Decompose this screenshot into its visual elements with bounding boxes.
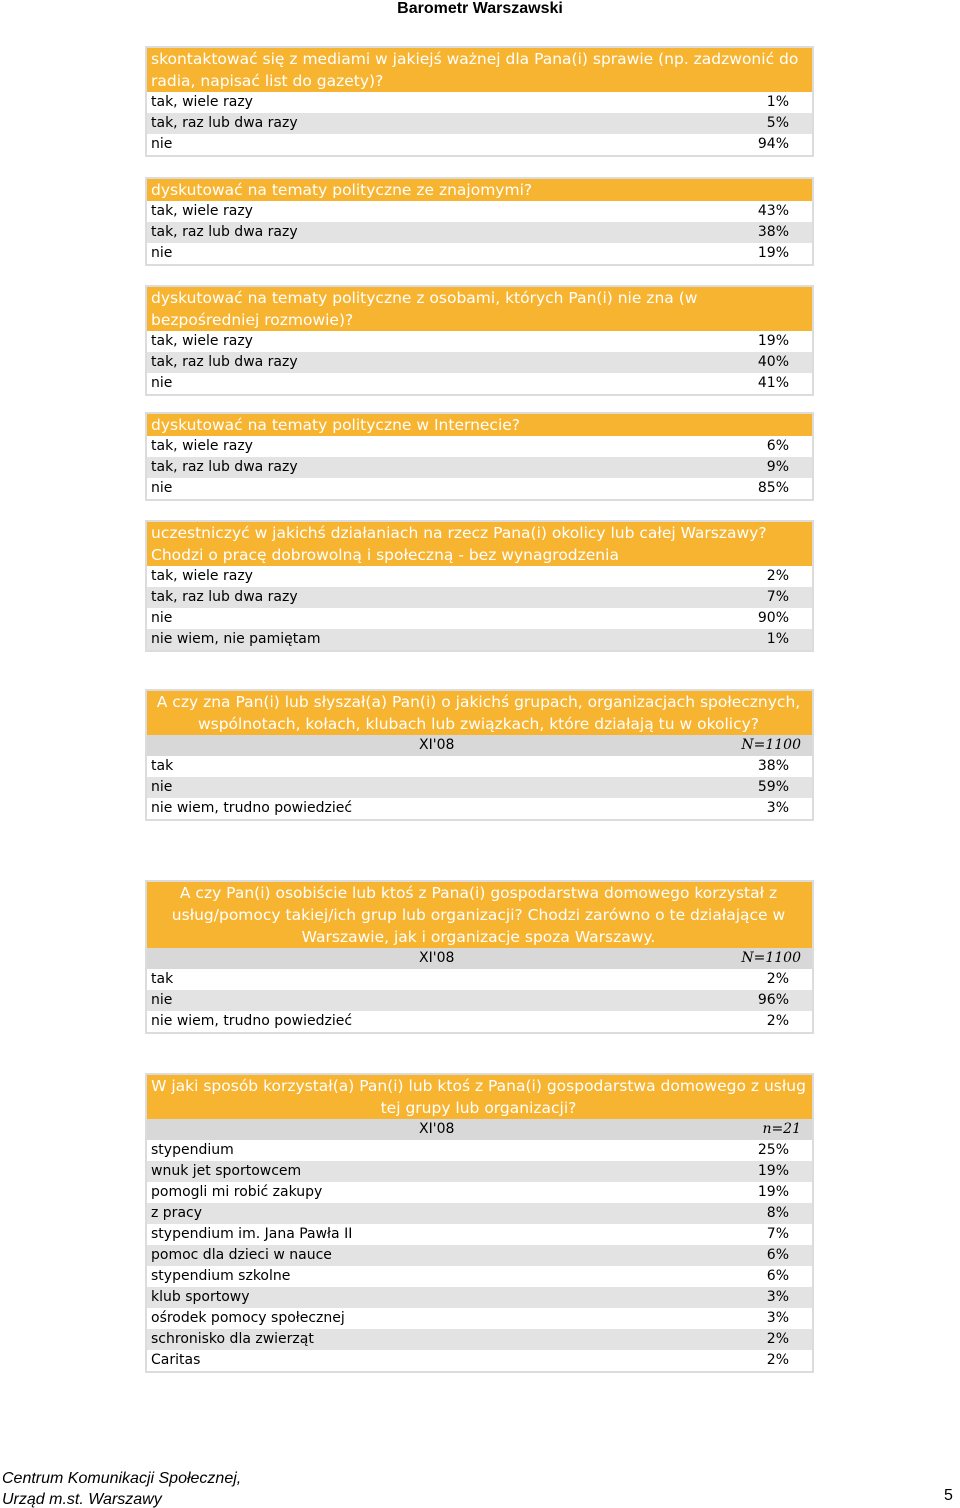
question-table: [145, 412, 814, 501]
question-header: dyskutować na tematy polityczne z osobami, których Pan(i) nie zna (w bezpośredniej rozmowie)?: [147, 287, 812, 331]
row-value: 43%: [757, 203, 789, 219]
row-label: nie wiem, trudno powiedzieć: [151, 800, 353, 816]
table-row: [147, 756, 812, 777]
row-label: pomoc dla dzieci w nauce: [151, 1247, 332, 1263]
table-row: [147, 352, 812, 373]
row-value: 19%: [757, 1163, 789, 1179]
row-label: nie: [151, 136, 173, 152]
subheader-row: [147, 1119, 812, 1140]
row-value: 2%: [766, 1013, 789, 1029]
row-value: 25%: [757, 1142, 789, 1158]
question-header: dyskutować na tematy polityczne ze znajomymi?: [147, 179, 812, 201]
row-value: 6%: [766, 1247, 789, 1263]
row-label: nie: [151, 375, 173, 391]
row-label: tak: [151, 971, 174, 987]
row-label: nie: [151, 610, 173, 626]
sample-size: n=21: [762, 1121, 801, 1137]
table-row: [147, 990, 812, 1011]
row-label: nie: [151, 779, 173, 795]
row-value: 1%: [766, 631, 789, 647]
row-label: nie: [151, 480, 173, 496]
wave-label: XI'08: [419, 737, 455, 753]
row-label: stypendium szkolne: [151, 1268, 291, 1284]
row-value: 90%: [757, 610, 789, 626]
question-table: [145, 285, 814, 396]
table-row: [147, 1161, 812, 1182]
row-label: tak, wiele razy: [151, 438, 253, 454]
row-value: 59%: [757, 779, 789, 795]
table-row: [147, 629, 812, 650]
row-value: 3%: [766, 1310, 789, 1326]
table-row: [147, 1224, 812, 1245]
subheader-row: [147, 735, 812, 756]
page-title: Barometr Warszawski: [397, 0, 563, 17]
table-row: [147, 566, 812, 587]
row-label: stypendium im. Jana Pawła II: [151, 1226, 353, 1242]
row-label: tak, wiele razy: [151, 203, 253, 219]
row-value: 94%: [757, 136, 789, 152]
question-table: [145, 177, 814, 266]
row-value: 19%: [757, 1184, 789, 1200]
table-row: [147, 457, 812, 478]
table-row: [147, 587, 812, 608]
wave-label: XI'08: [419, 950, 455, 966]
row-label: nie: [151, 245, 173, 261]
row-value: 3%: [766, 800, 789, 816]
row-value: 19%: [757, 245, 789, 261]
table-row: [147, 243, 812, 264]
sample-size: N=1100: [741, 950, 801, 966]
row-label: z pracy: [151, 1205, 203, 1221]
row-label: wnuk jet sportowcem: [151, 1163, 302, 1179]
table-row: [147, 331, 812, 352]
question-table: [145, 689, 814, 821]
footer-line-2: Urząd m.st. Warszawy: [2, 1491, 162, 1508]
row-label: tak, raz lub dwa razy: [151, 115, 298, 131]
table-row: [147, 436, 812, 457]
row-label: pomogli mi robić zakupy: [151, 1184, 323, 1200]
question-table: [145, 46, 814, 157]
table-row: [147, 1182, 812, 1203]
row-label: nie wiem, trudno powiedzieć: [151, 1013, 353, 1029]
row-label: tak, wiele razy: [151, 94, 253, 110]
table-row: [147, 1329, 812, 1350]
question-header: uczestniczyć w jakichś działaniach na rzecz Pana(i) okolicy lub całej Warszawy? Chodzi o pracę dobrowolną i społeczną - bez wynagrodzenia: [147, 522, 812, 566]
row-label: klub sportowy: [151, 1289, 250, 1305]
row-label: nie: [151, 992, 173, 1008]
subheader-row: [147, 948, 812, 969]
table-row: [147, 92, 812, 113]
row-value: 6%: [766, 1268, 789, 1284]
row-label: tak, raz lub dwa razy: [151, 589, 298, 605]
row-label: tak, wiele razy: [151, 568, 253, 584]
row-value: 8%: [766, 1205, 789, 1221]
table-row: [147, 134, 812, 155]
row-value: 2%: [766, 568, 789, 584]
row-label: Caritas: [151, 1352, 201, 1368]
table-row: [147, 478, 812, 499]
question-header: skontaktować się z mediami w jakiejś ważnej dla Pana(i) sprawie (np. zadzwonić do radia, napisać list do gazety)?: [147, 48, 812, 92]
row-label: tak, raz lub dwa razy: [151, 224, 298, 240]
row-value: 2%: [766, 1331, 789, 1347]
question-table: [145, 1073, 814, 1373]
row-value: 9%: [766, 459, 789, 475]
table-row: [147, 608, 812, 629]
row-label: tak, wiele razy: [151, 333, 253, 349]
table-row: [147, 1203, 812, 1224]
footer: [2, 1468, 241, 1508]
row-value: 6%: [766, 438, 789, 454]
question-header: A czy zna Pan(i) lub słyszał(a) Pan(i) o jakichś grupach, organizacjach społecznych, wspólnotach, kołach, klubach lub związkach, które działają tu w okolicy?: [147, 691, 812, 735]
table-row: [147, 777, 812, 798]
question-header: dyskutować na tematy polityczne w Internecie?: [147, 414, 812, 436]
row-value: 85%: [757, 480, 789, 496]
footer-line-1: Centrum Komunikacji Społecznej,: [2, 1470, 242, 1487]
question-table: [145, 880, 814, 1034]
table-row: [147, 373, 812, 394]
row-value: 38%: [757, 224, 789, 240]
table-row: [147, 113, 812, 134]
row-value: 2%: [766, 1352, 789, 1368]
row-label: nie wiem, nie pamiętam: [151, 631, 321, 647]
table-row: [147, 1011, 812, 1032]
table-row: [147, 1245, 812, 1266]
wave-label: XI'08: [419, 1121, 455, 1137]
table-row: [147, 798, 812, 819]
row-value: 7%: [766, 1226, 789, 1242]
row-label: tak: [151, 758, 174, 774]
row-value: 1%: [766, 94, 789, 110]
table-row: [147, 1350, 812, 1371]
question-table: [145, 520, 814, 652]
row-label: tak, raz lub dwa razy: [151, 354, 298, 370]
table-row: [147, 1140, 812, 1161]
row-label: tak, raz lub dwa razy: [151, 459, 298, 475]
row-value: 96%: [757, 992, 789, 1008]
sample-size: N=1100: [741, 737, 801, 753]
row-value: 19%: [757, 333, 789, 349]
table-row: [147, 201, 812, 222]
question-header: A czy Pan(i) osobiście lub ktoś z Pana(i) gospodarstwa domowego korzystał z usług/pomocy takiej/ich grup lub organizacji? Chodzi zarówno o te działające w Warszawie, jak i organizacje spoza Warszawy.: [147, 882, 812, 948]
table-row: [147, 222, 812, 243]
table-row: [147, 969, 812, 990]
table-row: [147, 1266, 812, 1287]
row-value: 41%: [757, 375, 789, 391]
row-value: 40%: [757, 354, 789, 370]
row-value: 5%: [766, 115, 789, 131]
question-header: W jaki sposób korzystał(a) Pan(i) lub ktoś z Pana(i) gospodarstwa domowego z usług tej grupy lub organizacji?: [147, 1075, 812, 1119]
row-value: 38%: [757, 758, 789, 774]
row-label: ośrodek pomocy społecznej: [151, 1310, 345, 1326]
row-label: stypendium: [151, 1142, 234, 1158]
table-row: [147, 1308, 812, 1329]
table-row: [147, 1287, 812, 1308]
row-value: 7%: [766, 589, 789, 605]
page-number: 5: [944, 1487, 953, 1504]
row-label: schronisko dla zwierząt: [151, 1331, 314, 1347]
row-value: 2%: [766, 971, 789, 987]
row-value: 3%: [766, 1289, 789, 1305]
